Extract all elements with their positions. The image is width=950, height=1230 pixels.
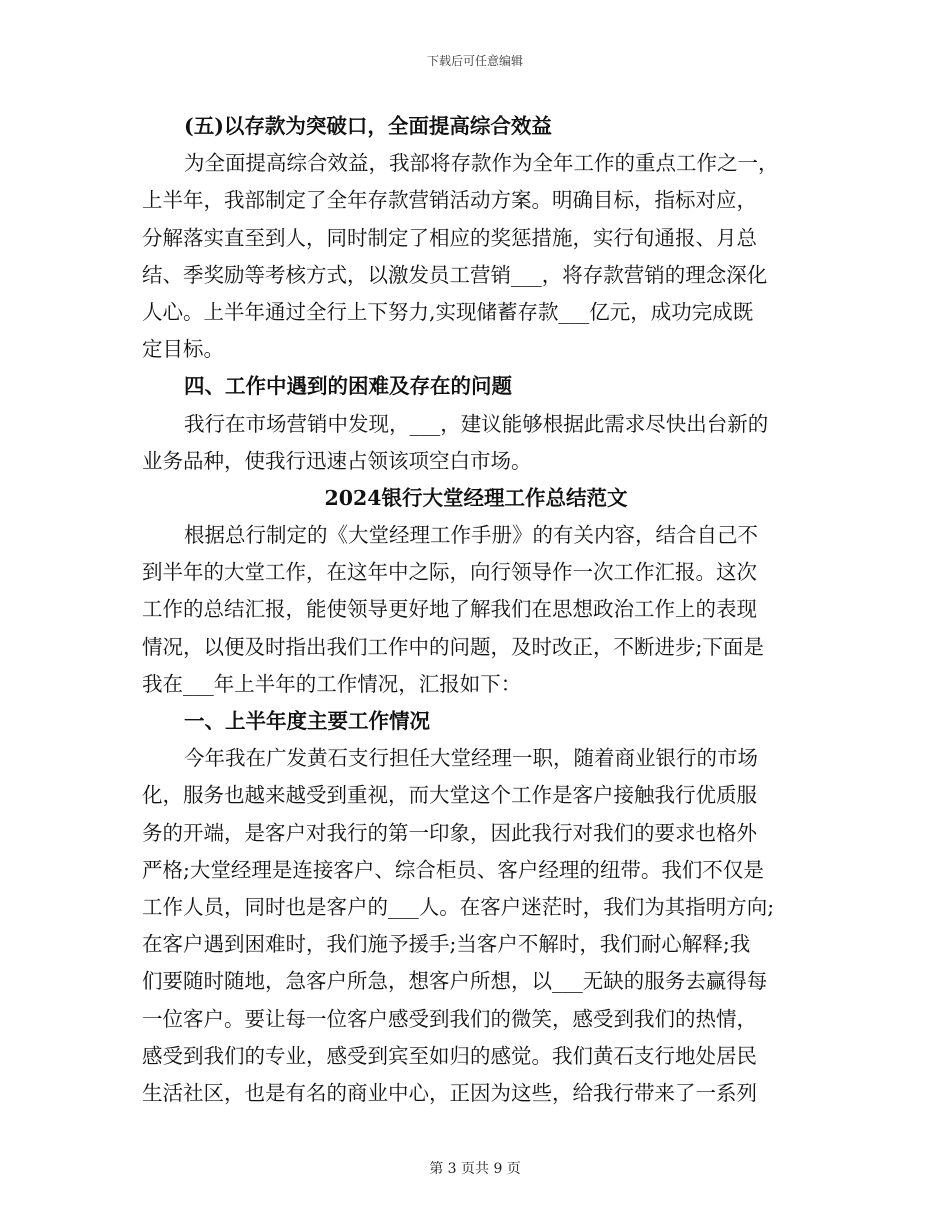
paragraph-line: 我在___年上半年的工作情况，汇报如下： <box>142 671 522 696</box>
paragraph-line: 业务品种，使我行迅速占领该项空白市场。 <box>142 448 532 473</box>
paragraph-line: 化，服务也越来越受到重视，而大堂这个工作是客户接触我行优质服 <box>142 783 757 808</box>
page-footer: 第 3 页共 9 页 <box>429 1161 521 1177</box>
section-heading: 四、工作中遇到的困难及存在的问题 <box>184 374 512 399</box>
paragraph-line: 感受到我们的专业，感受到宾至如归的感觉。我们黄石支行地处居民 <box>142 1043 757 1068</box>
page-header: 下载后可任意编辑 <box>426 54 523 68</box>
paragraph-line: 在客户遇到困难时，我们施予援手;当客户不解时，我们耐心解释;我 <box>142 932 751 957</box>
paragraph-line: 为全面提高综合效益，我部将存款作为全年工作的重点工作之一， <box>184 151 779 176</box>
paragraph-line: 分解落实直至到人，同时制定了相应的奖惩措施，实行旬通报、月总 <box>142 225 757 250</box>
paragraph-line: 今年我在广发黄石支行担任大堂经理一职，随着商业银行的市场 <box>184 746 758 771</box>
paragraph-line: 们要随时随地，急客户所急，想客户所想，以___无缺的服务去赢得每 <box>142 969 768 994</box>
paragraph-line: 上半年，我部制定了全年存款营销活动方案。明确目标，指标对应， <box>142 188 757 213</box>
paragraph-line: 工作人员，同时也是客户的___人。在客户迷茫时，我们为其指明方向; <box>142 894 775 919</box>
document-title: 2024银行大堂经理工作总结范文 <box>324 485 628 510</box>
paragraph-line: 一位客户。要让每一位客户感受到我们的微笑，感受到我们的热情， <box>142 1006 757 1031</box>
paragraph-line: 生活社区，也是有名的商业中心，正因为这些，给我行带来了一系列 <box>142 1080 757 1105</box>
paragraph-line: 根据总行制定的《大堂经理工作手册》的有关内容，结合自己不 <box>184 523 758 548</box>
paragraph-line: 人心。上半年通过全行上下努力,实现储蓄存款___亿元，成功完成既 <box>142 299 754 324</box>
section-heading: 一、上半年度主要工作情况 <box>184 709 430 733</box>
paragraph-line: 定目标。 <box>142 337 224 362</box>
paragraph-line: 务的开端，是客户对我行的第一印象，因此我行对我们的要求也格外 <box>142 820 757 845</box>
paragraph-line: 严格;大堂经理是连接客户、综合柜员、客户经理的纽带。我们不仅是 <box>142 857 764 882</box>
paragraph-line: 情况，以便及时指出我们工作中的问题，及时改正，不断进步;下面是 <box>142 634 764 659</box>
paragraph-line: 工作的总结汇报，能使领导更好地了解我们在思想政治工作上的表现 <box>142 597 757 622</box>
paragraph-line: 结、季奖励等考核方式，以激发员工营销___，将存款营销的理念深化 <box>142 262 768 287</box>
section-heading: (五)以存款为突破口，全面提高综合效益 <box>184 114 552 138</box>
document-body <box>142 108 810 1112</box>
paragraph-line: 到半年的大堂工作，在这年中之际，向行领导作一次工作汇报。这次 <box>142 560 757 585</box>
paragraph-line: 我行在市场营销中发现，___，建议能够根据此需求尽快出台新的 <box>184 411 769 436</box>
